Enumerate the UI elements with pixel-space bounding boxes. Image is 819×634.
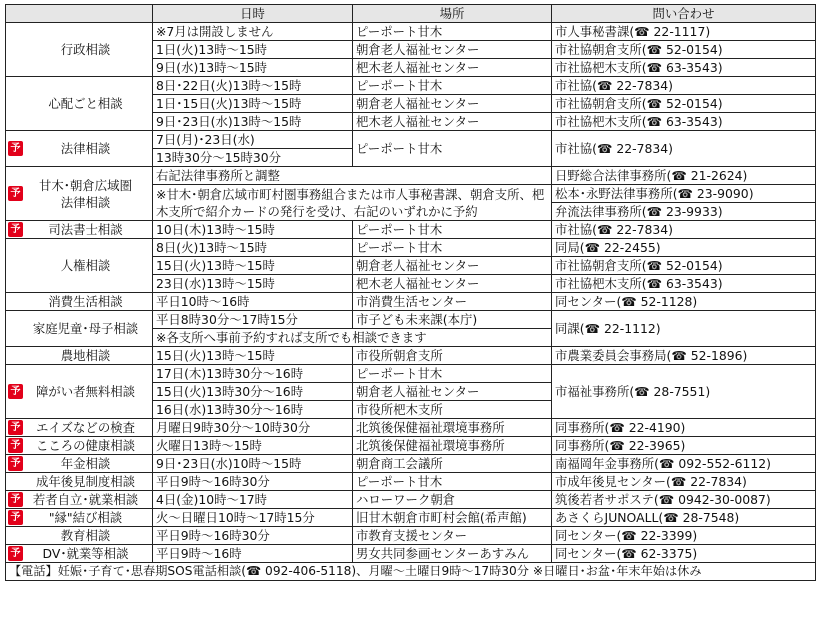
footer-note: 【電話】妊娠･子育て･思春期SOS電話相談(☎ 092-406-5118)、月曜～土曜日9時～17時30分 ※日曜日･お盆･年末年始は休み	[6, 563, 816, 581]
header-blank	[6, 5, 153, 23]
place-cell: ピーポート甘木	[353, 239, 552, 257]
consultation-schedule	[5, 4, 815, 581]
place-cell: 旧甘木朝倉市町村会館(希声館)	[353, 509, 552, 527]
date-cell: 15日(火)13時30分～16時	[153, 383, 353, 401]
row-name-shohi: 消費生活相談	[6, 293, 153, 311]
table-row	[6, 77, 816, 95]
row-name-kokoro: 予 こころの健康相談	[6, 437, 153, 455]
date-cell: 月曜日9時30分～10時30分	[153, 419, 353, 437]
date-cell: 15日(火)13時～15時	[153, 347, 353, 365]
header-contact: 問い合わせ	[552, 5, 816, 23]
contact-cell: 市社協(☎ 22-7834)	[552, 77, 816, 95]
date-cell: 8日(火)13時～15時	[153, 239, 353, 257]
row-name-jinken: 人権相談	[6, 239, 153, 293]
place-cell: ピーポート甘木	[353, 131, 552, 167]
place-cell: 朝倉老人福祉センター	[353, 383, 552, 401]
reserve-badge: 予	[8, 546, 23, 561]
row-name-gyosei: 行政相談	[6, 23, 153, 77]
date-cell: 右記法律事務所と調整	[153, 167, 552, 185]
table-row	[6, 311, 816, 329]
place-cell: 杷木老人福祉センター	[353, 275, 552, 293]
table-row	[6, 23, 816, 41]
date-cell: 17日(木)13時30分～16時	[153, 365, 353, 383]
reserve-badge: 予	[8, 456, 23, 471]
row-name-nochi: 農地相談	[6, 347, 153, 365]
reserve-badge: 予	[8, 141, 23, 156]
table-row	[6, 545, 816, 563]
date-cell: 7日(月)･23日(水)	[153, 131, 353, 149]
contact-cell: 同センター(☎ 22-3399)	[552, 527, 816, 545]
place-cell: ピーポート甘木	[353, 473, 552, 491]
row-name-amagi: 予 甘木･朝倉広域圏 法律相談	[6, 167, 153, 221]
date-cell: ※7月は開設しません	[153, 23, 353, 41]
table-row	[6, 437, 816, 455]
date-cell: 8日･22日(火)13時～15時	[153, 77, 353, 95]
contact-cell: 南福岡年金事務所(☎ 092-552-6112)	[552, 455, 816, 473]
table-row	[6, 527, 816, 545]
reserve-badge: 予	[8, 420, 23, 435]
table-row	[6, 293, 816, 311]
row-name-dv: 予 DV･就業等相談	[6, 545, 153, 563]
reserve-badge: 予	[8, 492, 23, 507]
place-cell: ハローワーク朝倉	[353, 491, 552, 509]
place-cell: 市消費生活センター	[353, 293, 552, 311]
place-cell: 朝倉老人福祉センター	[353, 257, 552, 275]
date-cell: 平日9時～16時	[153, 545, 353, 563]
date-cell: 16日(水)13時30分～16時	[153, 401, 353, 419]
place-cell: ピーポート甘木	[353, 23, 552, 41]
date-cell: 火曜日13時～15時	[153, 437, 353, 455]
date-cell: 4日(金)10時～17時	[153, 491, 353, 509]
note-cell: ※甘木･朝倉広域市町村圏事務組合または市人事秘書課、朝倉支所、杷木支所で紹介カードの発行を受け、右記のいずれかに予約	[153, 185, 552, 221]
contact-cell: 同局(☎ 22-2455)	[552, 239, 816, 257]
row-name-seinen: 成年後見制度相談	[6, 473, 153, 491]
contact-cell: 市社協(☎ 22-7834)	[552, 131, 816, 167]
table-row	[6, 347, 816, 365]
header-date: 日時	[153, 5, 353, 23]
row-name-shiho: 予 司法書士相談	[6, 221, 153, 239]
note-cell: ※各支所へ事前予約すれば支所でも相談できます	[153, 329, 552, 347]
header-place: 場所	[353, 5, 552, 23]
contact-cell: 松本･永野法律事務所(☎ 23-9090)	[552, 185, 816, 203]
place-cell: 市役所朝倉支所	[353, 347, 552, 365]
contact-cell: 市人事秘書課(☎ 22-1117)	[552, 23, 816, 41]
contact-cell: 市社協朝倉支所(☎ 52-0154)	[552, 41, 816, 59]
date-cell: 15日(火)13時～15時	[153, 257, 353, 275]
date-cell: 1日･15日(火)13時～15時	[153, 95, 353, 113]
contact-cell: 同センター(☎ 52-1128)	[552, 293, 816, 311]
row-name-shinpai: 心配ごと相談	[6, 77, 153, 131]
table-row	[6, 509, 816, 527]
table-row	[6, 491, 816, 509]
date-cell: 平日9時～16時30分	[153, 527, 353, 545]
place-cell: ピーポート甘木	[353, 221, 552, 239]
row-name-katei: 家庭児童･母子相談	[6, 311, 153, 347]
row-name-aids: 予 エイズなどの検査	[6, 419, 153, 437]
table-row	[6, 221, 816, 239]
date-cell: 平日9時～16時30分	[153, 473, 353, 491]
place-cell: 杷木老人福祉センター	[353, 113, 552, 131]
place-cell: ピーポート甘木	[353, 77, 552, 95]
row-name-horitsu: 予 法律相談	[6, 131, 153, 167]
table-row	[6, 455, 816, 473]
place-cell: 朝倉商工会議所	[353, 455, 552, 473]
date-cell: 1日(火)13時～15時	[153, 41, 353, 59]
table-row	[6, 167, 816, 185]
place-cell: 市役所杷木支所	[353, 401, 552, 419]
reserve-badge: 予	[8, 222, 23, 237]
footer-row	[6, 563, 816, 581]
place-cell: 朝倉老人福祉センター	[353, 95, 552, 113]
reserve-badge: 予	[8, 510, 23, 525]
contact-cell: 市社協朝倉支所(☎ 52-0154)	[552, 95, 816, 113]
contact-cell: あさくらJUNOALL(☎ 28-7548)	[552, 509, 816, 527]
contact-cell: 同事務所(☎ 22-4190)	[552, 419, 816, 437]
reserve-badge: 予	[8, 384, 23, 399]
table-row	[6, 419, 816, 437]
date-cell: 10日(木)13時～15時	[153, 221, 353, 239]
contact-cell: 市社協杷木支所(☎ 63-3543)	[552, 113, 816, 131]
table-row	[6, 365, 816, 383]
place-cell: 杷木老人福祉センター	[353, 59, 552, 77]
date-cell: 9日･23日(水)10時～15時	[153, 455, 353, 473]
row-name-jakunen: 予 若者自立･就業相談	[6, 491, 153, 509]
header-row	[6, 5, 816, 23]
consultation-table	[5, 4, 816, 581]
contact-cell: 市成年後見センター(☎ 22-7834)	[552, 473, 816, 491]
row-name-kyoiku: 教育相談	[6, 527, 153, 545]
contact-cell: 市社協朝倉支所(☎ 52-0154)	[552, 257, 816, 275]
date-cell: 平日10時～16時	[153, 293, 353, 311]
contact-cell: 筑後若者サポステ(☎ 0942-30-0087)	[552, 491, 816, 509]
place-cell: 男女共同参画センターあすみん	[353, 545, 552, 563]
date-cell: 9日(水)13時～15時	[153, 59, 353, 77]
place-cell: 北筑後保健福祉環境事務所	[353, 437, 552, 455]
date-cell: 23日(水)13時～15時	[153, 275, 353, 293]
table-row	[6, 473, 816, 491]
place-cell: 市教育支援センター	[353, 527, 552, 545]
contact-cell: 同事務所(☎ 22-3965)	[552, 437, 816, 455]
place-cell: 朝倉老人福祉センター	[353, 41, 552, 59]
date-cell: 平日8時30分～17時15分	[153, 311, 353, 329]
date-cell: 火～日曜日10時～17時15分	[153, 509, 353, 527]
table-row	[6, 131, 816, 149]
contact-cell: 市農業委員会事務局(☎ 52-1896)	[552, 347, 816, 365]
row-name-shogai: 予 障がい者無料相談	[6, 365, 153, 419]
place-cell: 北筑後保健福祉環境事務所	[353, 419, 552, 437]
date-cell: 9日･23日(水)13時～15時	[153, 113, 353, 131]
reserve-badge: 予	[8, 438, 23, 453]
contact-cell: 同課(☎ 22-1112)	[552, 311, 816, 347]
row-name-en: 予 "縁"結び相談	[6, 509, 153, 527]
contact-cell: 市福祉事務所(☎ 28-7551)	[552, 365, 816, 419]
contact-cell: 市社協杷木支所(☎ 63-3543)	[552, 59, 816, 77]
contact-cell: 同センター(☎ 62-3375)	[552, 545, 816, 563]
contact-cell: 市社協(☎ 22-7834)	[552, 221, 816, 239]
contact-cell: 市社協杷木支所(☎ 63-3543)	[552, 275, 816, 293]
contact-cell: 弁流法律事務所(☎ 23-9933)	[552, 203, 816, 221]
reserve-badge: 予	[8, 186, 23, 201]
place-cell: 市子ども未来課(本庁)	[353, 311, 552, 329]
place-cell: ピーポート甘木	[353, 365, 552, 383]
contact-cell: 日野総合法律事務所(☎ 21-2624)	[552, 167, 816, 185]
date-cell: 13時30分～15時30分	[153, 149, 353, 167]
row-name-nenkin: 予 年金相談	[6, 455, 153, 473]
table-row	[6, 239, 816, 257]
